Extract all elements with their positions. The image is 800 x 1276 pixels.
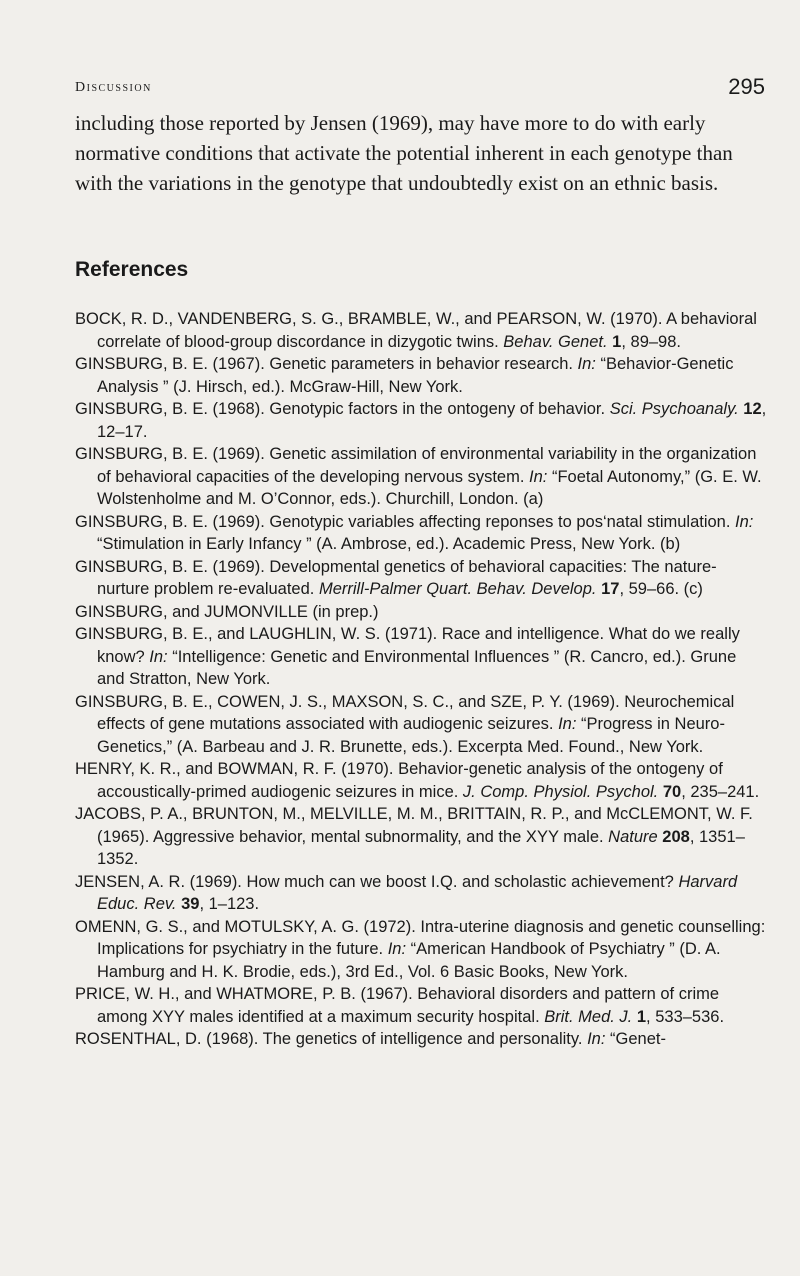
reference-volume: 39 (181, 895, 200, 913)
reference-entry (75, 691, 767, 759)
reference-text: ROSENTHAL, D. (1968). The genetics of intelligence and personality. (75, 1030, 588, 1048)
reference-volume: 1 (636, 1007, 647, 1026)
reference-text: OMENN, G. S., and MOTULSKY, A. G. (1972). Intra-uterine diagnosis and genetic counselling: Implications for psychiatry in the future. (75, 917, 766, 958)
reference-in-label: In: (735, 512, 754, 531)
reference-text: GINSBURG, B. E. (1969). Genetic assimilation of environmental variability in the organization of behavioral capacities of the developing nervous system. (75, 445, 757, 486)
running-head: Discussion (75, 80, 152, 95)
reference-in-label: In: (577, 355, 596, 373)
reference-journal: Nature (608, 827, 658, 846)
reference-journal: J. Comp. Physiol. Psychol. (462, 782, 659, 801)
reference-text-end: , 533–536. (646, 1007, 725, 1026)
reference-volume: 12 (743, 400, 762, 418)
reference-text: GINSBURG, B. E., and LAUGHLIN, W. S. (1971). Race and intelligence. What do we really know? (75, 625, 740, 666)
reference-text: GINSBURG, B. E., COWEN, J. S., MAXSON, S. C., and SZE, P. Y. (1969). Neurochemical effects of gene mutations associated with audiogenic seizures. (75, 692, 735, 733)
reference-text-end: , 235–241. (681, 782, 760, 801)
reference-text-end: “Progress in Neuro-Genetics,” (A. Barbeau and J. R. Brunette, eds.). Excerpta Med. Found., New York. (97, 715, 725, 756)
reference-journal: Harvard Educ. Rev. (97, 872, 738, 913)
reference-text: GINSBURG, B. E. (1969). Developmental genetics of behavioral capacities: The nature-nurture problem re-evaluated. (75, 557, 717, 598)
reference-text-end: “Behavior-Genetic Analysis ” (J. Hirsch, ed.). McGraw-Hill, New York. (97, 355, 734, 396)
intro-paragraph: including those reported by Jensen (1969), may have more to do with early normative conditions that activate the potential inherent in each genotype than with the variations in the genotype that undoubtedly exist on an ethnic basis. (75, 111, 733, 195)
page-number: 295 (728, 74, 765, 99)
reference-text: GINSBURG, B. E. (1968). Genotypic factors in the ontogeny of behavior. (75, 400, 610, 418)
reference-entry (75, 1028, 767, 1051)
references-heading: References (75, 258, 189, 281)
reference-entry (75, 556, 767, 601)
reference-entry (75, 803, 767, 871)
reference-in-label: In: (149, 647, 168, 666)
reference-entry (75, 601, 767, 624)
page-header (75, 72, 765, 108)
reference-text-end: “Foetal Autonomy,” (G. E. W. Wolstenholme and M. O’Connor, eds.). Churchill, London. (a) (97, 467, 762, 508)
reference-list (75, 308, 767, 1051)
reference-entry (75, 916, 767, 984)
reference-text: GINSBURG, B. E. (1967). Genetic parameters in behavior research. (75, 355, 578, 373)
reference-in-label: In: (558, 715, 577, 733)
reference-entry (75, 623, 767, 691)
reference-entry (75, 308, 767, 353)
reference-text: GINSBURG, and JUMONVILLE (in prep.) (75, 602, 379, 621)
reference-text: HENRY, K. R., and BOWMAN, R. F. (1970). Behavior-genetic analysis of the ontogeny of accoustically-primed audiogenic seizures in mice. (75, 760, 723, 801)
reference-text: GINSBURG, B. E. (1969). Genotypic variables affecting reponses to pos‘natal stimulation. (75, 512, 736, 531)
reference-text-end: , 89–98. (621, 332, 681, 351)
reference-text: PRICE, W. H., and WHATMORE, P. B. (1967). Behavioral disorders and pattern of crime among XYY males identified at a maximum security hospital. (75, 985, 720, 1026)
reference-text-end: “Genet- (605, 1030, 666, 1048)
reference-journal: Sci. Psychoanaly. (609, 400, 739, 418)
reference-text: JACOBS, P. A., BRUNTON, M., MELVILLE, M. M., BRITTAIN, R. P., and McCLEMONT, W. F. (1965). Aggressive behavior, mental subnormality, and the XYY male. (75, 805, 753, 846)
reference-entry (75, 983, 767, 1028)
reference-in-label: In: (529, 467, 548, 486)
reference-entry (75, 398, 767, 443)
reference-text-end: , 1–123. (199, 895, 260, 913)
reference-entry (75, 353, 767, 398)
reference-text-end: “Intelligence: Genetic and Environmental Influences ” (R. Cancro, ed.). Grune and Stratton, New York. (97, 647, 737, 688)
reference-in-label: In: (387, 940, 407, 958)
reference-text-end: “Stimulation in Early Infancy ” (A. Ambrose, ed.). Academic Press, New York. (b) (97, 535, 681, 553)
reference-journal: Behav. Genet. (503, 332, 608, 351)
reference-volume: 17 (601, 580, 620, 598)
reference-entry (75, 758, 767, 803)
reference-journal: Merrill-Palmer Quart. Behav. Develop. (318, 580, 597, 598)
reference-volume: 208 (662, 827, 690, 846)
reference-text-end: , 59–66. (c) (619, 580, 703, 598)
reference-text: BOCK, R. D., VANDENBERG, S. G., BRAMBLE, W., and PEARSON, W. (1970). A behavioral correlate of blood-group discordance in dizygotic twins. (75, 310, 757, 351)
reference-entry (75, 871, 767, 916)
reference-text-end: , 1351–1352. (97, 827, 745, 868)
reference-entry (75, 443, 767, 511)
reference-in-label: In: (587, 1030, 606, 1048)
reference-text: JENSEN, A. R. (1969). How much can we boost I.Q. and scholastic achievement? (75, 872, 679, 891)
reference-volume: 70 (662, 782, 682, 801)
reference-entry (75, 511, 767, 556)
reference-volume: 1 (612, 332, 622, 351)
reference-journal: Brit. Med. J. (544, 1007, 633, 1026)
reference-text-end: “American Handbook of Psychiatry ” (D. A. Hamburg and H. K. Brodie, eds.), 3rd Ed., Vol. 6 Basic Books, New York. (97, 940, 721, 981)
reference-text-end: , 12–17. (97, 400, 767, 441)
